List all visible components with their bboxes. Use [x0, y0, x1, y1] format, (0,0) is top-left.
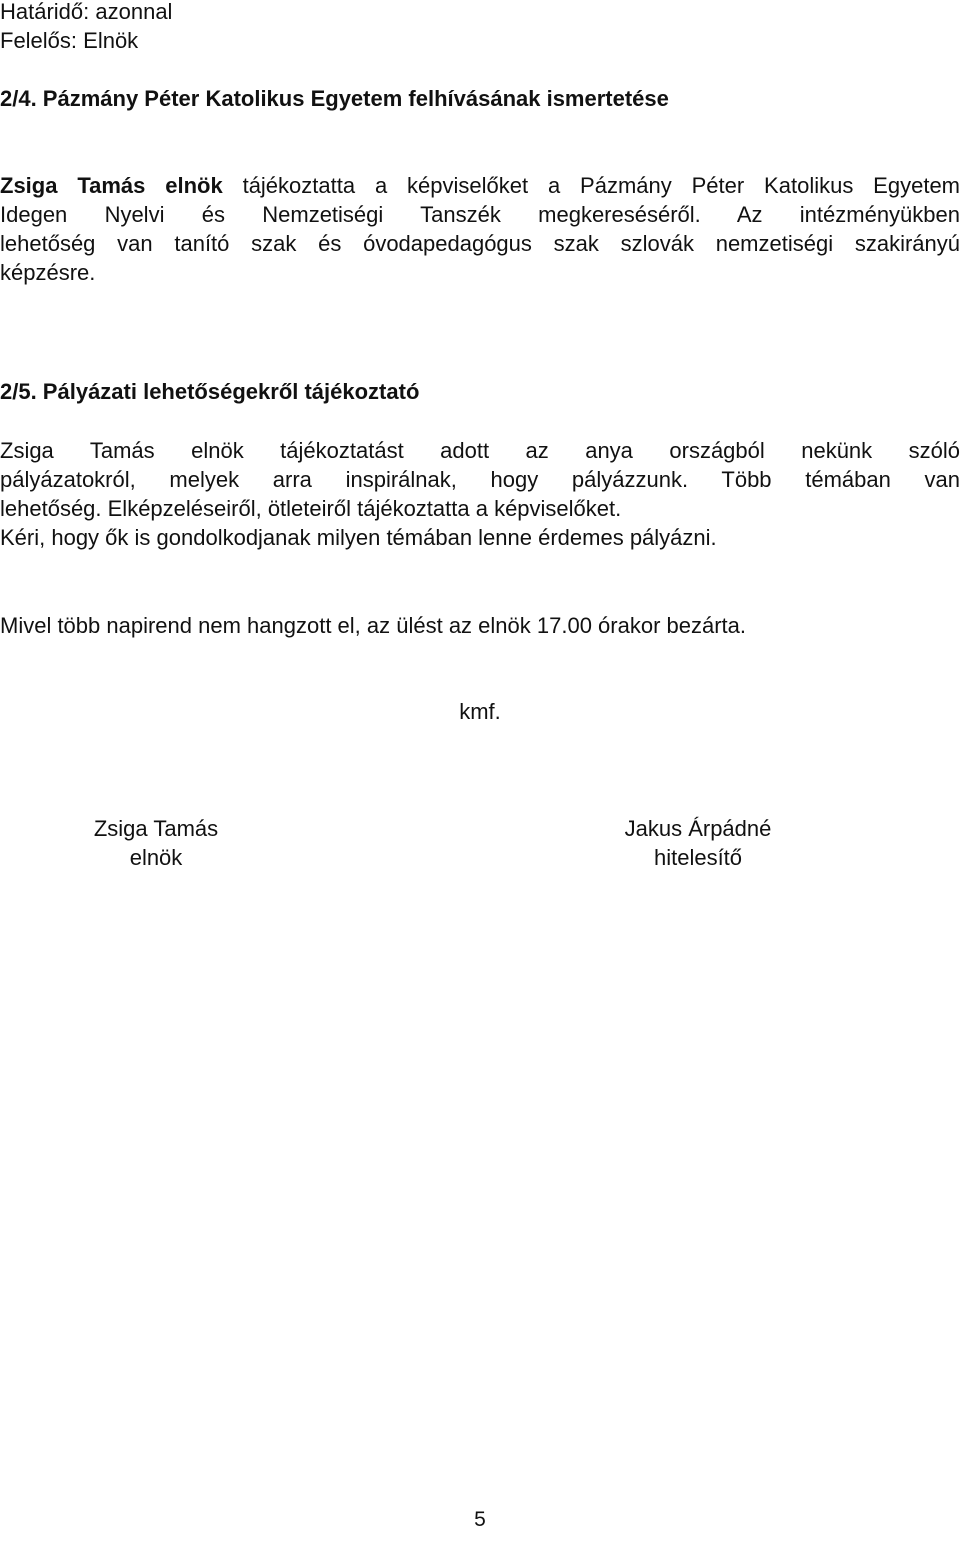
kmf-label: kmf. — [459, 699, 501, 724]
item-2-4-speaker: Zsiga Tamás elnök — [0, 173, 223, 198]
item-2-4-line-2: Idegen Nyelvi és Nemzetiségi Tanszék megkereséséről. Az intézményükben — [0, 202, 960, 227]
item-2-4-heading: 2/4. Pázmány Péter Katolikus Egyetem felhívásának ismertetése — [0, 86, 669, 111]
item-2-4-body — [0, 171, 960, 287]
signature-left-role: elnök — [129, 845, 183, 870]
signature-left-name: Zsiga Tamás — [93, 816, 219, 841]
item-2-5-heading: 2/5. Pályázati lehetőségekről tájékoztató — [0, 379, 420, 404]
item-2-5-line-3: lehetőség. Elképzeléseiről, ötleteiről tájékoztatta a képviselőket. — [0, 496, 622, 521]
item-2-4-line-4: képzésre. — [0, 260, 96, 285]
item-2-4-line-1: Zsiga Tamás elnök tájékoztatta a képviselőket a Pázmány Péter Katolikus Egyetem — [0, 173, 960, 198]
item-2-5-line-1: Zsiga Tamás elnök tájékoztatást adott az anya országból nekünk szóló — [0, 438, 960, 463]
item-2-5-line-4: Kéri, hogy ők is gondolkodjanak milyen témában lenne érdemes pályázni. — [0, 525, 717, 550]
item-2-5-line-2: pályázatokról, melyek arra inspirálnak, hogy pályázzunk. Több témában van — [0, 467, 960, 492]
signature-left — [6, 814, 306, 872]
deadline-line: Határidő: azonnal — [0, 0, 173, 24]
responsible-line: Felelős: Elnök — [0, 28, 139, 53]
closing-sentence: Mivel több napirend nem hangzott el, az ülést az elnök 17.00 órakor bezárta. — [0, 613, 747, 638]
item-2-4-line-3: lehetőség van tanító szak és óvodapedagógus szak szlovák nemzetiségi szakirányú — [0, 231, 960, 256]
signature-right — [548, 814, 848, 872]
signature-right-name: Jakus Árpádné — [624, 816, 772, 841]
signature-right-role: hitelesítő — [653, 845, 743, 870]
page-number: 5 — [474, 1508, 486, 1531]
item-2-5-body — [0, 436, 960, 552]
